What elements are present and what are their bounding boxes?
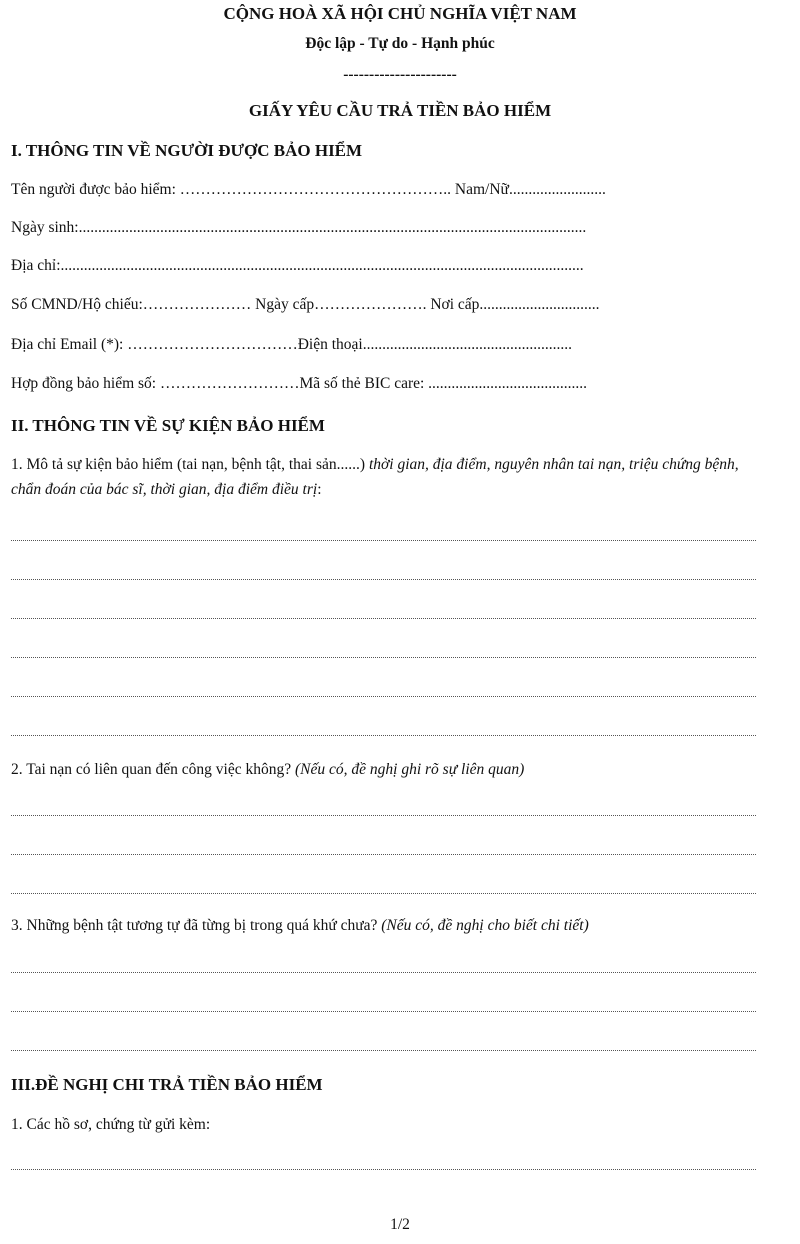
question-2-detail: (Nếu có, đề nghị ghi rõ sự liên quan) xyxy=(295,761,525,778)
answer-line xyxy=(11,657,756,658)
section-2-heading: II. THÔNG TIN VỀ SỰ KIỆN BẢO HIỂM xyxy=(11,416,325,435)
insured-name-line: Tên người được bảo hiểm: …………………………………………….. Nam/Nữ......................... xyxy=(11,181,606,198)
page-number: 1/2 xyxy=(390,1216,410,1233)
question-1-lead: 1. Mô tả sự kiện bảo hiểm (tai nạn, bệnh tật, thai sản......) xyxy=(11,456,369,473)
nation-title: CỘNG HOÀ XÃ HỘI CHỦ NGHĨA VIỆT NAM xyxy=(223,4,577,23)
national-motto: Độc lập - Tự do - Hạnh phúc xyxy=(305,35,495,52)
question-1-detail: thời gian, địa điểm, nguyên nhân tai nạn, triệu chứng bệnh, chẩn đoán của bác sĩ, thời gian, địa điểm điều trị xyxy=(11,456,739,498)
answer-line xyxy=(11,1169,756,1170)
attached-documents-label: 1. Các hồ sơ, chứng từ gửi kèm: xyxy=(11,1116,211,1133)
answer-line xyxy=(11,854,756,855)
answer-line xyxy=(11,735,756,736)
email-phone-line: Địa chỉ Email (*): ……………………………Điện thoại...................................................... xyxy=(11,336,572,353)
answer-line xyxy=(11,815,756,816)
answer-line xyxy=(11,540,756,541)
header-divider: ---------------------- xyxy=(343,66,457,83)
section-1-heading: I. THÔNG TIN VỀ NGƯỜI ĐƯỢC BẢO HIỂM xyxy=(11,141,363,160)
address-line: Địa chỉ:....................................................................................................................................... xyxy=(11,257,584,274)
answer-line xyxy=(11,618,756,619)
section-3-heading: III.ĐỀ NGHỊ CHI TRẢ TIỀN BẢO HIỂM xyxy=(11,1075,323,1094)
question-3-text xyxy=(11,917,589,935)
question-2-text xyxy=(11,761,524,779)
question-1-text xyxy=(11,452,756,502)
question-3-lead: 3. Những bệnh tật tương tự đã từng bị trong quá khứ chưa? xyxy=(11,917,382,934)
question-2-lead: 2. Tai nạn có liên quan đến công việc không? xyxy=(11,761,296,778)
answer-line xyxy=(11,1011,756,1012)
id-card-line: Số CMND/Hộ chiếu:………………… Ngày cấp…………………. Nơi cấp............................... xyxy=(11,296,600,313)
contract-number-line: Hợp đồng bảo hiểm số: ………………………Mã số thẻ BIC care: ......................................... xyxy=(11,375,588,392)
birth-date-line: Ngày sinh:................................................................................................................................... xyxy=(11,219,587,236)
form-title: GIẤY YÊU CẦU TRẢ TIỀN BẢO HIỂM xyxy=(248,101,552,120)
answer-line xyxy=(11,972,756,973)
question-3-detail: (Nếu có, đề nghị cho biết chi tiết) xyxy=(381,917,589,934)
answer-line xyxy=(11,1050,756,1051)
answer-line xyxy=(11,579,756,580)
answer-line xyxy=(11,696,756,697)
answer-line xyxy=(11,893,756,894)
question-1-colon: : xyxy=(317,481,322,498)
